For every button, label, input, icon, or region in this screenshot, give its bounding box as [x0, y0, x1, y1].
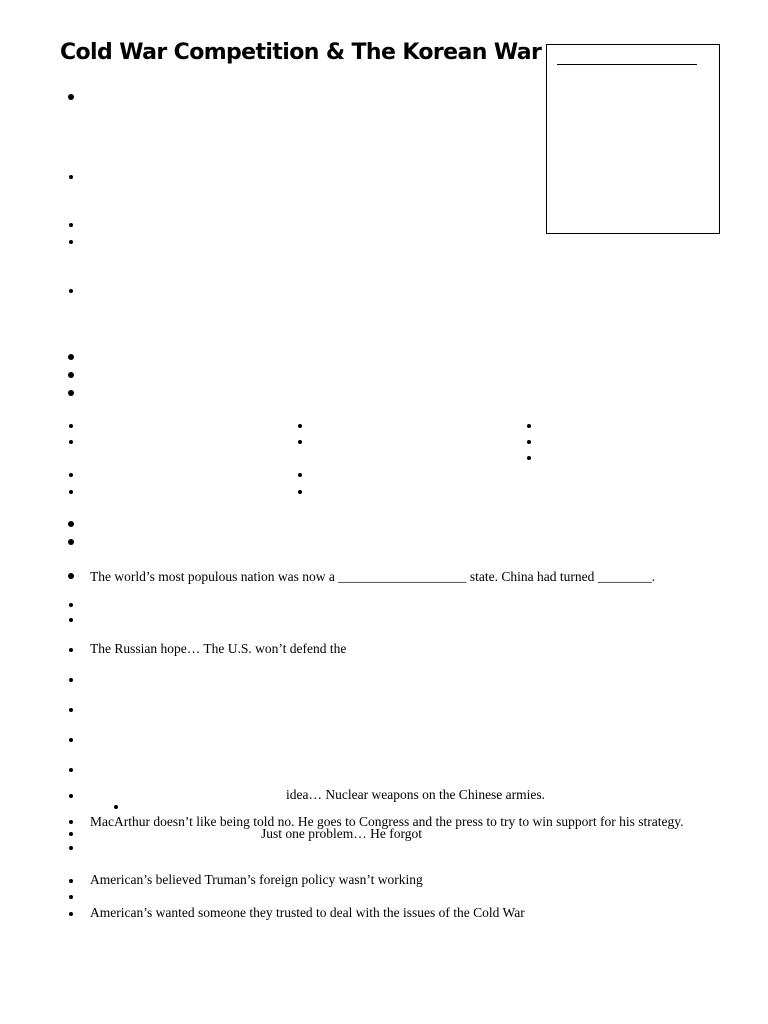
bullet [69, 794, 73, 798]
bullet [69, 424, 73, 428]
name-blank-line [557, 64, 697, 65]
bullet [69, 223, 73, 227]
line-nuclear-idea: idea… Nuclear weapons on the Chinese armies. [286, 787, 546, 802]
bullet [527, 440, 531, 444]
line-one-problem: Just one problem… He forgot [261, 826, 422, 841]
line-cold-war-issues: American’s wanted someone they trusted to deal with the issues of the Cold War [90, 905, 525, 920]
sub-bullet [114, 805, 118, 809]
bullet [69, 240, 73, 244]
bullet [68, 539, 74, 545]
bullet [69, 175, 73, 179]
line-populous-nation: The world’s most populous nation was now a ___________________ state. China had turned ________. [90, 569, 656, 584]
bullet [527, 456, 531, 460]
worksheet-title: Cold War Competition & The Korean War [60, 40, 542, 65]
bullet [298, 440, 302, 444]
bullet [68, 390, 74, 396]
bullet [69, 678, 73, 682]
bullet [69, 648, 73, 652]
bullet [68, 354, 74, 360]
bullet [69, 738, 73, 742]
bullet [69, 768, 73, 772]
line-macarthur: MacArthur doesn’t like being told no. He goes to Congress and the press to try to win support for his strategy. [90, 814, 684, 829]
bullet [68, 573, 74, 579]
bullet [298, 473, 302, 477]
bullet [69, 603, 73, 607]
name-box [546, 44, 720, 234]
bullet [69, 912, 73, 916]
bullet [68, 521, 74, 527]
bullet [298, 424, 302, 428]
bullet [527, 424, 531, 428]
bullet [69, 832, 73, 836]
bullet [69, 708, 73, 712]
line-russian-hope: The Russian hope… The U.S. won’t defend the [90, 641, 347, 656]
bullet [69, 473, 73, 477]
bullet [68, 372, 74, 378]
bullet [69, 895, 73, 899]
bullet [298, 490, 302, 494]
line-truman-policy: American’s believed Truman’s foreign policy wasn’t working [90, 872, 423, 887]
bullet [69, 820, 73, 824]
bullet [69, 846, 73, 850]
bullet [69, 490, 73, 494]
bullet [69, 289, 73, 293]
bullet [69, 879, 73, 883]
bullet [68, 94, 74, 100]
bullet [69, 618, 73, 622]
bullet [69, 440, 73, 444]
